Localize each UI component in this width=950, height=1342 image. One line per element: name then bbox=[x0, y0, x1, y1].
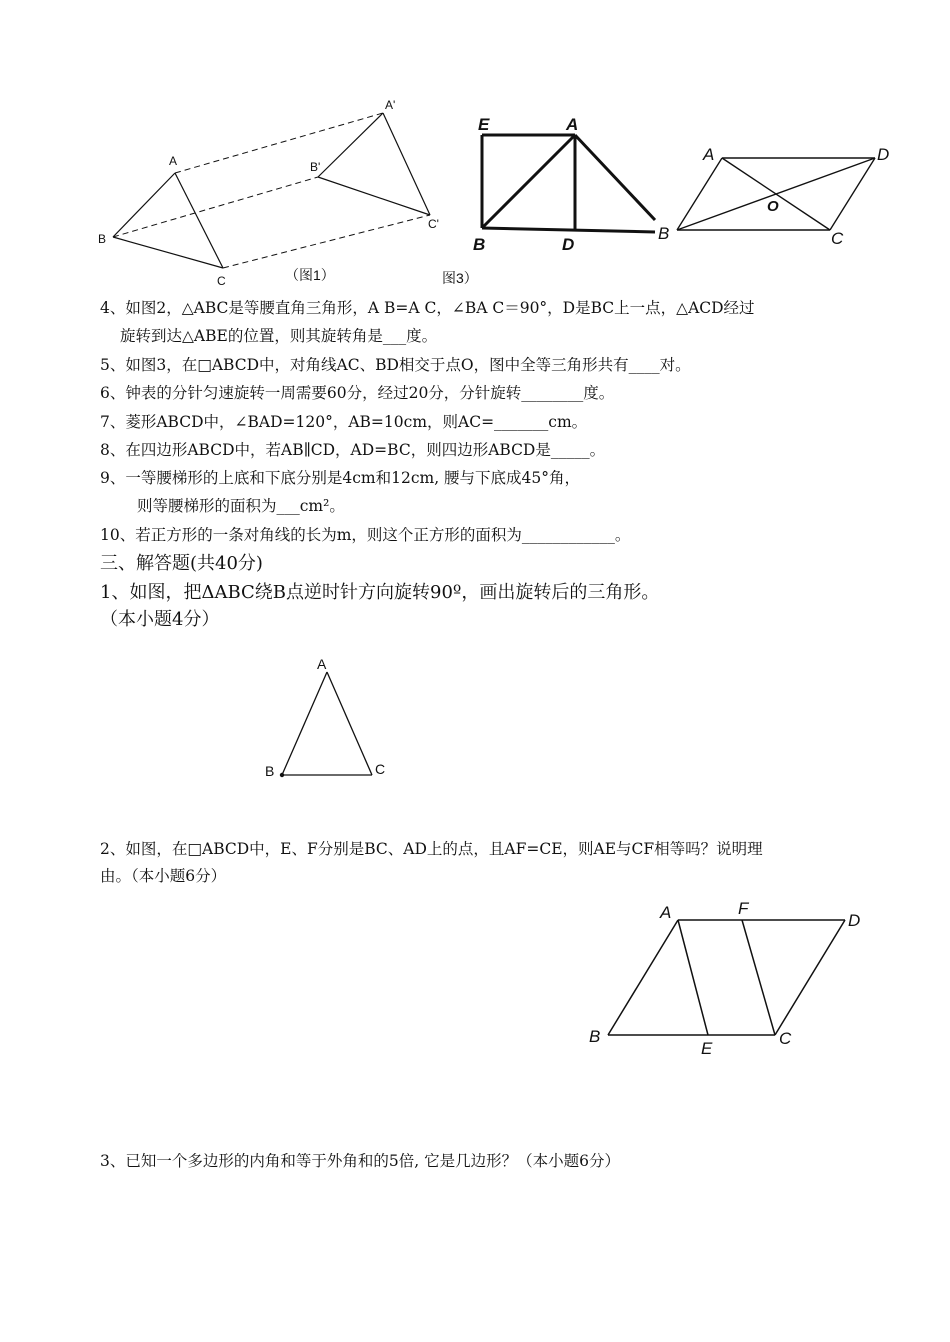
question-9-line-1: 9、一等腰梯形的上底和下底分别是4cm和12cm, 腰与下底成45°角， bbox=[100, 469, 581, 487]
question-7: 7、菱形ABCD中，∠BAD=120°，AB=10cm，则AC=_______cm。 bbox=[100, 413, 588, 431]
problem-2-line-1: 2、如图，在□ABCD中，E、F分别是BC、AD上的点，且AF=CE，则AE与CF相等吗？说明理 bbox=[100, 840, 763, 858]
fig3-label-d: D bbox=[877, 145, 890, 164]
fig1-label-c: C bbox=[217, 274, 226, 288]
problem-2-label-c: C bbox=[779, 1029, 792, 1048]
fig3-label-b: B bbox=[658, 224, 670, 243]
question-6: 6、钟表的分针匀速旋转一周需要60分，经过20分，分针旋转________度。 bbox=[100, 384, 615, 402]
figure-3-parallelogram bbox=[655, 140, 905, 255]
problem-1-label-b: B bbox=[265, 763, 275, 779]
problem-3: 3、已知一个多边形的内角和等于外角和的5倍, 它是几边形？（本小题6分） bbox=[100, 1152, 620, 1170]
figure-2-isosceles-right-triangle bbox=[470, 110, 665, 260]
figure-1-translation bbox=[90, 95, 450, 288]
problem-2-parallelogram bbox=[580, 895, 870, 1065]
problem-1-line-2: （本小题4分） bbox=[100, 609, 220, 630]
fig2-label-a: A bbox=[566, 115, 579, 134]
figure-1-caption: （图1） bbox=[285, 267, 335, 283]
question-4-line-1: 4、如图2，△ABC是等腰直角三角形，A B=A C，∠BA C＝90°，D是BC上一点，△ACD经过 bbox=[100, 299, 755, 317]
problem-2-label-f: F bbox=[738, 899, 749, 918]
fig1-label-a-prime: A' bbox=[385, 98, 396, 112]
figure-3-caption: 图3） bbox=[442, 270, 478, 286]
question-5: 5、如图3，在□ABCD中，对角线AC、BD相交于点O，图中全等三角形共有____对。 bbox=[100, 356, 691, 374]
problem-2-label-e: E bbox=[701, 1039, 713, 1058]
problem-1-line-1: 1、如图，把ΔABC绕B点逆时针方向旋转90º，画出旋转后的三角形。 bbox=[100, 582, 660, 603]
question-4-line-2: 旋转到达△ABE的位置，则其旋转角是___度。 bbox=[120, 327, 438, 345]
question-9-line-2: 则等腰梯形的面积为___cm²。 bbox=[137, 497, 345, 515]
fig1-label-b: B bbox=[98, 232, 107, 246]
fig1-label-c-prime: C' bbox=[428, 217, 439, 231]
problem-1-triangle bbox=[255, 650, 405, 790]
problem-2-label-b: B bbox=[589, 1027, 601, 1046]
problem-2-line-2: 由。（本小题6分） bbox=[100, 867, 227, 885]
problem-2-label-d: D bbox=[848, 911, 861, 930]
question-8: 8、在四边形ABCD中，若AB∥CD，AD=BC，则四边形ABCD是_____。 bbox=[100, 441, 606, 459]
problem-1-label-c: C bbox=[375, 761, 386, 777]
fig3-label-c: C bbox=[831, 229, 844, 248]
fig3-label-a: A bbox=[703, 145, 715, 164]
problem-2-label-a: A bbox=[660, 903, 672, 922]
fig2-label-d: D bbox=[562, 235, 575, 254]
problem-1-label-a: A bbox=[317, 656, 327, 672]
fig1-label-a: A bbox=[169, 154, 178, 168]
fig2-label-b: B bbox=[473, 235, 486, 254]
fig1-label-b-prime: B' bbox=[310, 160, 321, 174]
fig3-label-o: O bbox=[767, 198, 779, 215]
fig2-label-e: E bbox=[478, 115, 490, 134]
question-10: 10、若正方形的一条对角线的长为m，则这个正方形的面积为____________。 bbox=[100, 526, 631, 544]
section-3-heading: 三、解答题(共40分) bbox=[100, 553, 263, 574]
